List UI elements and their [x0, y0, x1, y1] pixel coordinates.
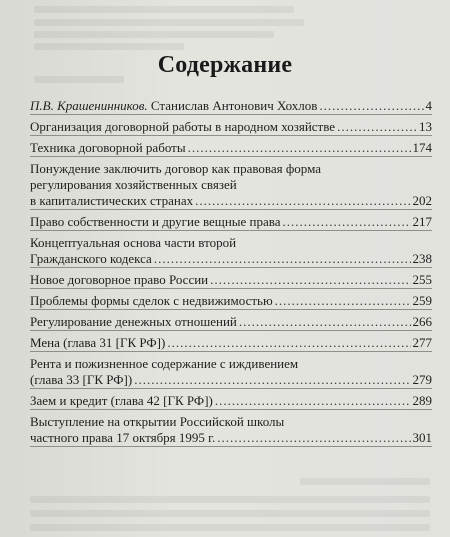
toc-entry-title — [30, 140, 186, 156]
dot-leader — [167, 335, 410, 351]
dot-leader — [283, 214, 411, 230]
toc-entry-title — [30, 193, 193, 209]
dot-leader — [134, 372, 410, 388]
toc-entry-last-line — [30, 98, 432, 114]
toc-entry-title-text: частного права 17 октября 1995 г. — [30, 430, 216, 445]
toc-entry-title — [30, 272, 208, 288]
toc-entry[interactable] — [30, 331, 432, 352]
bleed-through-line — [30, 496, 430, 503]
toc-entry-title — [30, 293, 273, 309]
dot-leader — [337, 119, 417, 135]
toc-entry-page-number: 4 — [425, 98, 432, 113]
toc-entry-title-text: Регулирование денежных отношений — [30, 314, 237, 329]
toc-entry-page-number: 266 — [412, 314, 432, 329]
toc-entry[interactable] — [30, 410, 432, 447]
toc-entry-page-number: 277 — [412, 335, 432, 350]
toc-entry[interactable] — [30, 231, 432, 268]
toc-entry-title-text: Станислав Антонович Хохлов — [150, 98, 318, 113]
toc-entry[interactable] — [30, 115, 432, 136]
toc-entry-title — [30, 251, 152, 267]
toc-entry-last-line — [30, 119, 432, 135]
toc-entry-title-text: Заем и кредит (глава 42 [ГК РФ]) — [30, 393, 213, 408]
toc-entry-last-line — [30, 314, 432, 330]
toc-entry-last-line — [30, 335, 432, 351]
dot-leader — [217, 430, 410, 446]
bleed-through-line — [34, 6, 294, 13]
dot-leader — [154, 251, 411, 267]
toc-entry-title-text: Право собственности и другие вещные права — [30, 214, 281, 229]
table-of-contents — [30, 94, 432, 447]
toc-entry-last-line — [30, 430, 432, 446]
toc-entry-last-line — [30, 372, 432, 388]
toc-entry-title — [30, 214, 281, 230]
bleed-through-line — [300, 478, 430, 485]
bleed-through-line — [30, 524, 430, 531]
page-title: Содержание — [157, 52, 293, 78]
bleed-through-line — [34, 31, 274, 38]
toc-entry-title-text: Проблемы формы сделок с недвижимостью — [30, 293, 273, 308]
toc-entry-page-number: 174 — [412, 140, 432, 155]
toc-entry-author: П.В. Крашенинников. — [30, 98, 148, 113]
toc-entry-last-line — [30, 293, 432, 309]
toc-entry-title-text: (глава 33 [ГК РФ]) — [30, 372, 133, 387]
toc-entry[interactable] — [30, 389, 432, 410]
bleed-through-line — [34, 43, 184, 50]
toc-entry[interactable] — [30, 268, 432, 289]
toc-entry-page-number: 202 — [412, 193, 432, 208]
toc-entry-title-text: Организация договорной работы в народном хозяйстве — [30, 119, 336, 134]
dot-leader — [319, 98, 423, 114]
dot-leader — [210, 272, 410, 288]
toc-entry-page-number: 217 — [412, 214, 432, 229]
toc-entry-title-text: Гражданского кодекса — [30, 251, 152, 266]
toc-entry-last-line — [30, 393, 432, 409]
bleed-through-line — [30, 510, 430, 517]
dot-leader — [195, 193, 410, 209]
toc-entry-title-line: регулирования хозяйственных связей — [30, 177, 237, 192]
toc-entry-title-line: Концептуальная основа части второй — [30, 235, 237, 250]
toc-entry-title-text: Новое договорное право России — [30, 272, 209, 287]
toc-entry-title — [30, 98, 317, 114]
toc-entry-title — [30, 393, 213, 409]
toc-entry[interactable] — [30, 157, 432, 210]
dot-leader — [188, 140, 411, 156]
toc-entry-page-number: 255 — [412, 272, 432, 287]
toc-entry-title-line: Выступление на открытии Российской школы — [30, 414, 285, 429]
toc-entry-title — [30, 430, 215, 446]
toc-entry-title — [30, 119, 335, 135]
toc-entry-title — [30, 314, 237, 330]
toc-entry-last-line — [30, 214, 432, 230]
toc-entry-page-number: 301 — [412, 430, 432, 445]
toc-entry[interactable] — [30, 210, 432, 231]
toc-entry-last-line — [30, 272, 432, 288]
toc-entry-page-number: 238 — [412, 251, 432, 266]
dot-leader — [215, 393, 411, 409]
toc-entry-page-number: 259 — [412, 293, 432, 308]
toc-entry-title-text: Мена (глава 31 [ГК РФ]) — [30, 335, 166, 350]
toc-entry[interactable] — [30, 352, 432, 389]
toc-entry-title-text: Техника договорной работы — [30, 140, 186, 155]
toc-entry-page-number: 13 — [419, 119, 432, 134]
toc-entry-title-line: Понуждение заключить договор как правовая форма — [30, 161, 322, 176]
dot-leader — [239, 314, 411, 330]
toc-entry[interactable] — [30, 136, 432, 157]
toc-entry-page-number: 279 — [412, 372, 432, 387]
toc-entry[interactable] — [30, 310, 432, 331]
toc-entry-title-line: Рента и пожизненное содержание с иждивением — [30, 356, 299, 371]
bleed-through-line — [34, 19, 304, 26]
dot-leader — [275, 293, 411, 309]
toc-entry-title — [30, 335, 165, 351]
toc-entry[interactable] — [30, 289, 432, 310]
toc-entry-title — [30, 372, 132, 388]
toc-entry-last-line — [30, 251, 432, 267]
toc-entry-title-text: в капиталистических странах — [30, 193, 194, 208]
toc-entry[interactable] — [30, 94, 432, 115]
toc-entry-last-line — [30, 140, 432, 156]
toc-entry-last-line — [30, 193, 432, 209]
toc-entry-page-number: 289 — [412, 393, 432, 408]
